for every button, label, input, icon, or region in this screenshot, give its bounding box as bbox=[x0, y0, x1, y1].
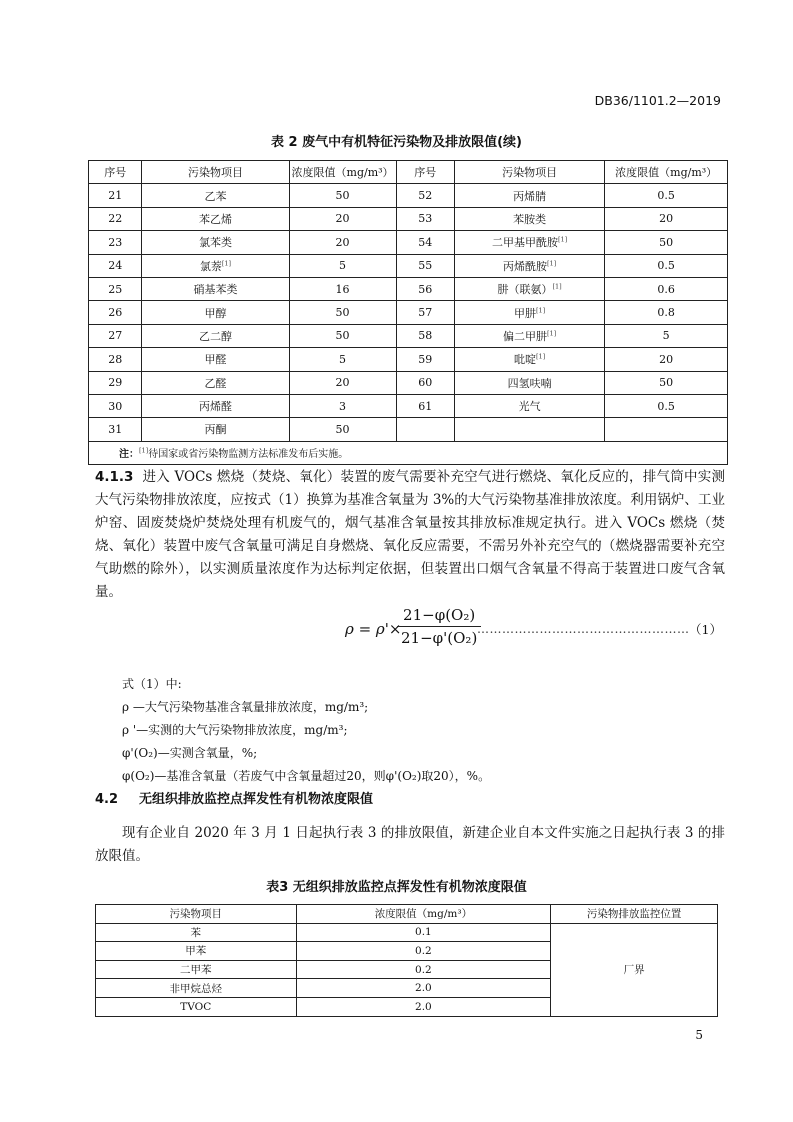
table-row bbox=[89, 277, 728, 300]
table-row bbox=[89, 324, 728, 347]
table-cell bbox=[289, 254, 396, 277]
table-cell bbox=[296, 997, 551, 1016]
cell-text: 甲苯 bbox=[185, 945, 207, 958]
table2-note bbox=[89, 441, 728, 464]
formula-number: （1） bbox=[689, 622, 722, 637]
cell-text: 50 bbox=[335, 306, 350, 320]
cell-text: 5 bbox=[339, 352, 347, 366]
section-number: 4.1.3 bbox=[95, 469, 134, 485]
table-cell bbox=[89, 231, 142, 254]
cell-text: 厂界 bbox=[623, 964, 645, 977]
cell-text: 0.8 bbox=[657, 306, 675, 320]
formula-leader-dots: …………………………………………… bbox=[477, 622, 690, 636]
footnote-mark: [1] bbox=[546, 259, 557, 268]
cell-text: 肼（联氨） bbox=[497, 283, 553, 297]
table-cell bbox=[454, 418, 604, 441]
table-cell bbox=[89, 418, 142, 441]
table-cell bbox=[142, 394, 289, 417]
cell-text: 50 bbox=[659, 235, 674, 249]
cell-text: 16 bbox=[335, 282, 350, 296]
formula-numerator: 21−φ(O₂) bbox=[397, 606, 481, 627]
section-4-2-heading bbox=[95, 788, 373, 807]
table2-header-cell: 污染物项目 bbox=[142, 161, 289, 184]
table-cell bbox=[289, 418, 396, 441]
cell-text: 5 bbox=[662, 329, 670, 343]
table-cell bbox=[89, 324, 142, 347]
table-cell bbox=[96, 923, 297, 942]
table-cell bbox=[89, 184, 142, 207]
table-cell bbox=[396, 231, 454, 254]
table-cell bbox=[454, 207, 604, 230]
cell-text: 59 bbox=[418, 352, 433, 366]
table-cell bbox=[289, 394, 396, 417]
section-4-1-3 bbox=[95, 466, 725, 604]
cell-text: 甲醛 bbox=[204, 353, 227, 367]
table-cell bbox=[605, 418, 728, 441]
cell-text: 53 bbox=[418, 212, 433, 226]
definition-item: φ'(O₂)—实测含氧量，%; bbox=[122, 746, 258, 760]
table-cell bbox=[396, 324, 454, 347]
table-row bbox=[89, 184, 728, 207]
table-cell bbox=[454, 184, 604, 207]
table-cell bbox=[289, 184, 396, 207]
monitoring-location-cell bbox=[551, 923, 718, 1016]
table-cell bbox=[605, 184, 728, 207]
table-cell bbox=[296, 960, 551, 979]
table3-header-row bbox=[96, 905, 718, 924]
table2-header-cell: 污染物项目 bbox=[454, 161, 604, 184]
cell-text: 丙烯酰胺 bbox=[502, 259, 547, 273]
cell-text: 50 bbox=[659, 376, 674, 390]
table-cell bbox=[296, 923, 551, 942]
table-cell bbox=[605, 207, 728, 230]
table-row bbox=[89, 394, 728, 417]
table-cell bbox=[605, 371, 728, 394]
cell-text: 21 bbox=[108, 189, 123, 203]
table-cell bbox=[396, 277, 454, 300]
cell-text: 57 bbox=[418, 306, 433, 320]
table-row bbox=[89, 301, 728, 324]
table-cell bbox=[142, 348, 289, 371]
table-row bbox=[89, 418, 728, 441]
table-cell bbox=[454, 371, 604, 394]
cell-text: 20 bbox=[659, 212, 674, 226]
table-cell bbox=[454, 254, 604, 277]
table-cell bbox=[142, 324, 289, 347]
page-number: 5 bbox=[695, 1028, 703, 1042]
cell-text: 50 bbox=[335, 422, 350, 436]
table-cell bbox=[142, 184, 289, 207]
cell-text: 光气 bbox=[518, 400, 541, 414]
table-row bbox=[89, 207, 728, 230]
cell-text: 0.6 bbox=[657, 282, 675, 296]
table-cell bbox=[396, 184, 454, 207]
table2-header-cell: 序号 bbox=[89, 161, 142, 184]
table-cell bbox=[142, 231, 289, 254]
cell-text: 52 bbox=[418, 189, 433, 203]
cell-text: 0.2 bbox=[415, 963, 432, 976]
table-cell bbox=[396, 348, 454, 371]
table2-header-cell: 序号 bbox=[396, 161, 454, 184]
cell-text: 丙烯腈 bbox=[513, 189, 547, 203]
table2 bbox=[88, 160, 728, 465]
table-cell bbox=[142, 277, 289, 300]
cell-text: 乙醛 bbox=[204, 376, 227, 390]
table-cell bbox=[396, 301, 454, 324]
table-cell bbox=[289, 301, 396, 324]
cell-text: 吡啶 bbox=[513, 353, 536, 367]
cell-text: 苯 bbox=[190, 926, 202, 939]
table3-header-cell: 浓度限值（mg/m³） bbox=[296, 905, 551, 924]
cell-text: 55 bbox=[418, 259, 433, 273]
cell-text: 20 bbox=[335, 235, 350, 249]
footnote-mark: [1] bbox=[546, 329, 557, 338]
definition-item: ρ —大气污染物基准含氧量排放浓度，mg/m³; bbox=[122, 700, 369, 714]
table-cell bbox=[96, 979, 297, 998]
cell-text: 20 bbox=[335, 212, 350, 226]
cell-text: 2.0 bbox=[415, 982, 432, 995]
cell-text: 丙酮 bbox=[204, 423, 227, 437]
table-cell bbox=[605, 277, 728, 300]
cell-text: 25 bbox=[108, 282, 123, 296]
cell-text: 61 bbox=[418, 399, 433, 413]
table3-title: 表3 无组织排放监控点挥发性有机物浓度限值 bbox=[266, 880, 527, 895]
cell-text: 二甲苯 bbox=[180, 964, 212, 977]
formula-1 bbox=[345, 602, 725, 658]
cell-text: 3 bbox=[339, 399, 347, 413]
table-cell bbox=[605, 254, 728, 277]
cell-text: 30 bbox=[108, 399, 123, 413]
definition-item: ρ '—实测的大气污染物排放浓度，mg/m³; bbox=[122, 723, 348, 737]
note-mark: [1] bbox=[139, 447, 149, 456]
table-cell bbox=[289, 324, 396, 347]
document-code: DB36/1101.2—2019 bbox=[594, 93, 721, 108]
formula-denominator: 21−φ'(O₂) bbox=[401, 629, 478, 647]
footnote-mark: [1] bbox=[557, 235, 568, 244]
table-row bbox=[89, 231, 728, 254]
table3 bbox=[95, 904, 718, 1017]
definitions-intro: 式（1）中: bbox=[122, 677, 182, 691]
table-cell bbox=[96, 997, 297, 1016]
table-cell bbox=[454, 348, 604, 371]
table-cell bbox=[605, 394, 728, 417]
table-cell bbox=[289, 371, 396, 394]
cell-text: 26 bbox=[108, 306, 123, 320]
formula-definitions bbox=[122, 673, 490, 788]
cell-text: TVOC bbox=[180, 1000, 212, 1013]
formula-fraction bbox=[397, 606, 481, 647]
cell-text: 偏二甲肼 bbox=[502, 329, 547, 343]
cell-text: 0.5 bbox=[657, 189, 675, 203]
cell-text: 苯胺类 bbox=[513, 212, 547, 226]
footnote-mark: [1] bbox=[552, 282, 562, 291]
table-cell bbox=[142, 207, 289, 230]
table-cell bbox=[605, 324, 728, 347]
note-label: 注： bbox=[119, 449, 139, 461]
cell-text: 50 bbox=[335, 189, 350, 203]
table-cell bbox=[89, 394, 142, 417]
table-cell bbox=[454, 231, 604, 254]
table-cell bbox=[396, 371, 454, 394]
cell-text: 50 bbox=[335, 329, 350, 343]
footnote-mark: [1] bbox=[221, 259, 232, 268]
table3-header-cell: 污染物项目 bbox=[96, 905, 297, 924]
cell-text: 28 bbox=[108, 352, 123, 366]
cell-text: 0.5 bbox=[657, 399, 675, 413]
cell-text: 60 bbox=[418, 376, 433, 390]
cell-text: 29 bbox=[108, 376, 123, 390]
table-cell bbox=[142, 254, 289, 277]
table-cell bbox=[454, 277, 604, 300]
cell-text: 乙二醇 bbox=[198, 329, 232, 343]
table-row bbox=[89, 254, 728, 277]
table-cell bbox=[454, 324, 604, 347]
table-cell bbox=[96, 942, 297, 961]
cell-text: 乙苯 bbox=[204, 189, 227, 203]
cell-text: 二甲基甲酰胺 bbox=[491, 236, 558, 250]
cell-text: 24 bbox=[108, 259, 123, 273]
cell-text: 27 bbox=[108, 329, 123, 343]
table-cell bbox=[296, 942, 551, 961]
footnote-mark: [1] bbox=[535, 352, 546, 361]
table-cell bbox=[454, 394, 604, 417]
cell-text: 氯萘 bbox=[199, 259, 222, 273]
cell-text: 甲肼 bbox=[513, 306, 536, 320]
formula-lhs: ρ = ρ'× bbox=[345, 620, 402, 638]
section-text: 进入 VOCs 燃烧（焚烧、氧化）装置的废气需要补充空气进行燃烧、氧化反应的，排气筒中实测大气污染物排放浓度，应按式（1）换算为基准含氧量为 3%的大气污染物基准排放浓度。利用锅炉、工业炉窑、固废焚烧炉焚烧处理有机废气的，烟气基准含氧量按其排放标准规定执行。进入 VOCs 燃烧（焚烧、氧化）装置中废气含氧量可满足自身燃烧、氧化反应需要，不需另外补充空气的（燃烧器需要补充空气助燃的除外），以实测质量浓度作为达标判定依据，但装置出口烟气含氧量不得高于装置进口废气含氧量。 bbox=[95, 469, 725, 600]
cell-text: 非甲烷总烃 bbox=[169, 982, 223, 995]
table-cell bbox=[296, 979, 551, 998]
table-cell bbox=[605, 348, 728, 371]
cell-text: 2.0 bbox=[415, 1000, 432, 1013]
table-cell bbox=[289, 207, 396, 230]
cell-text: 58 bbox=[418, 329, 433, 343]
table-cell bbox=[605, 301, 728, 324]
table2-header-cell: 浓度限值（mg/m³） bbox=[289, 161, 396, 184]
cell-text: 硝基苯类 bbox=[193, 283, 238, 297]
table-cell bbox=[396, 254, 454, 277]
cell-text: 甲醇 bbox=[204, 306, 227, 320]
table-cell bbox=[142, 418, 289, 441]
table-cell bbox=[289, 348, 396, 371]
cell-text: 0.5 bbox=[657, 259, 675, 273]
table-cell bbox=[89, 207, 142, 230]
table-cell bbox=[396, 418, 454, 441]
table-cell bbox=[289, 231, 396, 254]
table2-header-row bbox=[89, 161, 728, 184]
cell-text: 20 bbox=[659, 352, 674, 366]
table3-header-cell: 污染物排放监控位置 bbox=[551, 905, 718, 924]
table2-title: 表 2 废气中有机特征污染物及排放限值(续) bbox=[271, 135, 522, 150]
table-cell bbox=[454, 301, 604, 324]
footnote-mark: [1] bbox=[535, 305, 546, 314]
cell-text: 31 bbox=[108, 422, 123, 436]
table2-note-row bbox=[89, 441, 728, 464]
table-cell bbox=[605, 231, 728, 254]
table-cell bbox=[96, 960, 297, 979]
cell-text: 22 bbox=[108, 212, 123, 226]
section-title: 无组织排放监控点挥发性有机物浓度限值 bbox=[139, 792, 374, 807]
table-cell bbox=[289, 277, 396, 300]
cell-text: 氯苯类 bbox=[198, 236, 232, 250]
cell-text: 56 bbox=[418, 282, 433, 296]
table-cell bbox=[396, 207, 454, 230]
cell-text: 四氢呋喃 bbox=[507, 376, 552, 390]
table-cell bbox=[89, 254, 142, 277]
table-cell bbox=[396, 394, 454, 417]
note-text: 待国家或省污染物监测方法标准发布后实施。 bbox=[148, 449, 349, 461]
section-number: 4.2 bbox=[95, 792, 119, 807]
cell-text: 0.1 bbox=[415, 926, 432, 939]
table-cell bbox=[142, 371, 289, 394]
cell-text: 5 bbox=[339, 259, 347, 273]
section-4-2-text: 现有企业自 2020 年 3 月 1 日起执行表 3 的排放限值，新建企业自本文件实施之日起执行表 3 的排放限值。 bbox=[95, 825, 725, 864]
table-row bbox=[89, 371, 728, 394]
cell-text: 54 bbox=[418, 235, 433, 249]
cell-text: 苯乙烯 bbox=[198, 212, 232, 226]
cell-text: 0.2 bbox=[415, 944, 432, 957]
cell-text: 丙烯醛 bbox=[198, 400, 232, 414]
table-row bbox=[96, 923, 718, 942]
table-cell bbox=[89, 301, 142, 324]
cell-text: 20 bbox=[335, 376, 350, 390]
table-cell bbox=[89, 371, 142, 394]
table2-header-cell: 浓度限值（mg/m³） bbox=[605, 161, 728, 184]
table-row bbox=[89, 348, 728, 371]
cell-text: 23 bbox=[108, 235, 123, 249]
table-cell bbox=[89, 348, 142, 371]
definition-item: φ(O₂)—基准含氧量（若废气中含氧量超过20，则φ'(O₂)取20），%。 bbox=[122, 769, 491, 783]
table-cell bbox=[89, 277, 142, 300]
table-cell bbox=[142, 301, 289, 324]
